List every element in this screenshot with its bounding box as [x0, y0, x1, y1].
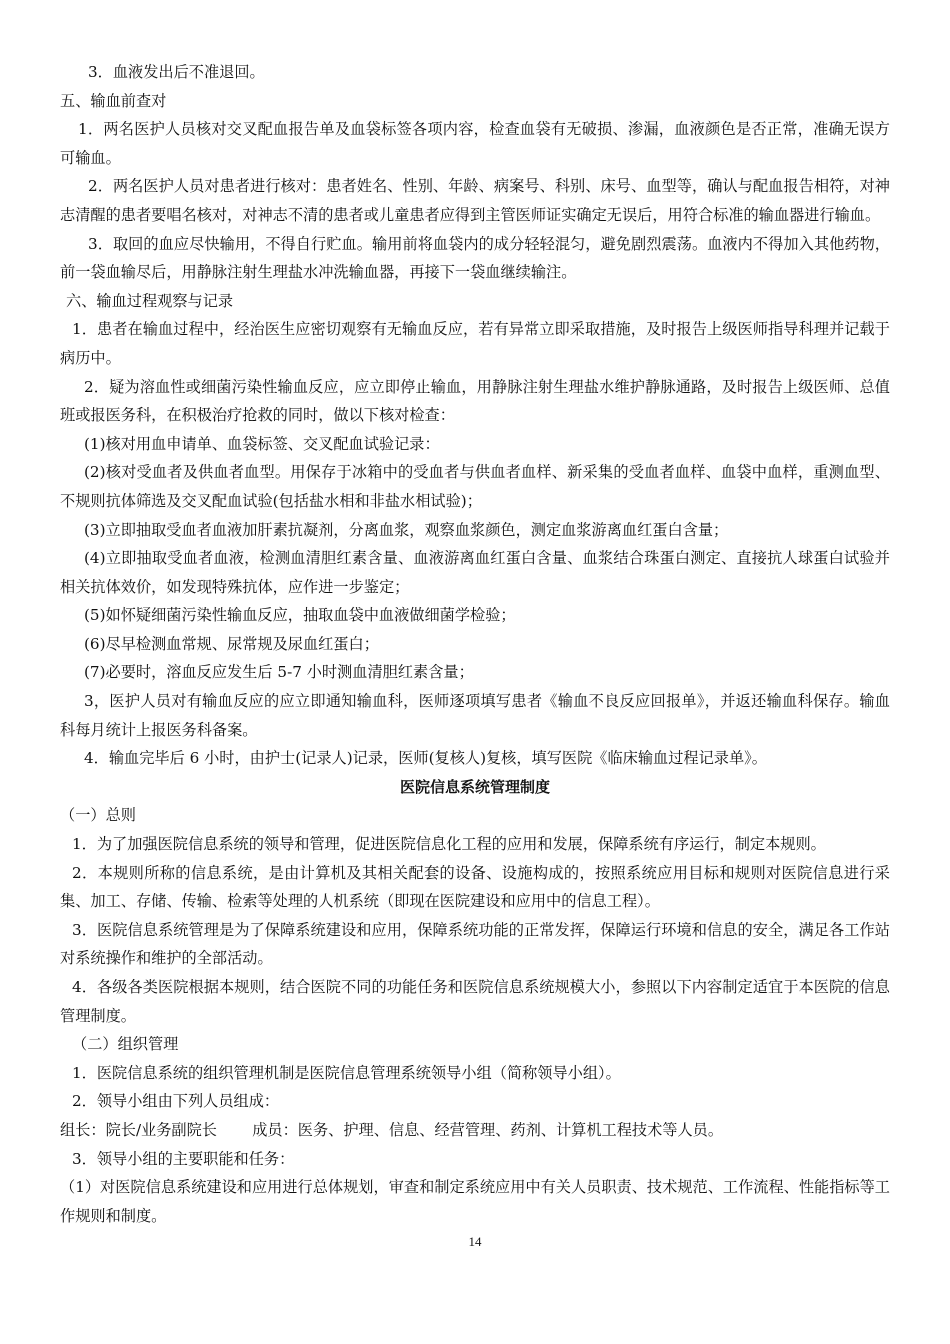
paragraph: 1．医院信息系统的组织管理机制是医院信息管理系统领导小组（简称领导小组）。: [72, 1063, 621, 1082]
section-heading: 五、输血前查对: [60, 91, 167, 110]
section-heading: 六、输血过程观察与记录: [66, 291, 234, 310]
paragraph: 1．两名医护人员核对交叉配血报告单及血袋标签各项内容，检查血袋有无破损、渗漏，血液颜色是否正常，准确无误方可输血。: [60, 120, 890, 167]
paragraph: (4)立即抽取受血者血液，检测血清胆红素含量、血液游离血红蛋白含量、血浆结合珠蛋白测定、直接抗人球蛋白试验并相关抗体效价，如发现特殊抗体，应作进一步鉴定；: [60, 549, 890, 596]
document-body: [60, 58, 890, 1230]
paragraph: 1．患者在输血过程中，经治医生应密切观察有无输血反应，若有异常立即采取措施，及时报告上级医师指导科理并记载于病历中。: [60, 320, 890, 367]
paragraph: 3．取回的血应尽快输用，不得自行贮血。输用前将血袋内的成分轻轻混匀，避免剧烈震荡。血液内不得加入其他药物，前一袋血输尽后，用静脉注射生理盐水冲洗输血器，再接下一袋血继续输注。: [60, 234, 890, 282]
paragraph: 组长：院长/业务副院长 成员：医务、护理、信息、经营管理、药剂、计算机工程技术等人员。: [60, 1120, 724, 1139]
paragraph: 3．医院信息系统管理是为了保障系统建设和应用，保障系统功能的正常发挥，保障运行环境和信息的安全，满足各工作站对系统操作和维护的全部活动。: [60, 920, 890, 968]
paragraph: (2)核对受血者及供血者血型。用保存于冰箱中的受血者与供血者血样、新采集的受血者血样、血袋中血样，重测血型、不规则抗体筛选及交叉配血试验(包括盐水相和非盐水相试验)；: [60, 463, 890, 510]
page-number: 14: [468, 1234, 482, 1249]
paragraph: 2．两名医护人员对患者进行核对：患者姓名、性别、年龄、病案号、科别、床号、血型等，确认与配血报告相符，对神志清醒的患者要唱名核对，对神志不清的患者或儿童患者应得到主管医师证实确定无误后，用符合标准的输血器进行输血。: [60, 177, 890, 224]
paragraph: 2．领导小组由下列人员组成：: [72, 1092, 280, 1111]
paragraph: 2．本规则所称的信息系统，是由计算机及其相关配套的设备、设施构成的，按照系统应用目标和规则对医院信息进行采集、加工、存储、传输、检索等处理的人机系统（即现在医院建设和应用中的信息工程）。: [60, 863, 890, 911]
paragraph: 3，医护人员对有输血反应的应立即通知输血科，医师逐项填写患者《输血不良反应回报单》，并返还输血科保存。输血科每月统计上报医务科备案。: [60, 692, 890, 739]
paragraph: (1)核对用血申请单、血袋标签、交叉配血试验记录：: [84, 434, 440, 453]
paragraph: 3．领导小组的主要职能和任务：: [72, 1149, 295, 1168]
paragraph: 4．输血完毕后 6 小时，由护士(记录人)记录，医师(复核人)复核，填写医院《临床输血过程记录单》。: [84, 749, 767, 768]
paragraph: (6)尽早检测血常规、尿常规及尿血红蛋白；: [84, 634, 379, 653]
paragraph: (3)立即抽取受血者血液加肝素抗凝剂，分离血浆，观察血浆颜色，测定血浆游离血红蛋白含量；: [84, 520, 729, 539]
paragraph: （一）总则: [60, 806, 136, 825]
paragraph: 1．为了加强医院信息系统的领导和管理，促进医院信息化工程的应用和发展，保障系统有序运行，制定本规则。: [72, 835, 826, 854]
paragraph: 4．各级各类医院根据本规则，结合医院不同的功能任务和医院信息系统规模大小，参照以下内容制定适宜于本医院的信息管理制度。: [60, 978, 890, 1025]
paragraph: （1）对医院信息系统建设和应用进行总体规划，审查和制定系统应用中有关人员职责、技术规范、工作流程、性能指标等工作规则和制度。: [60, 1178, 890, 1225]
paragraph: 2．疑为溶血性或细菌污染性输血反应，应立即停止输血，用静脉注射生理盐水维护静脉通路，及时报告上级医师、总值班或报医务科，在积极治疗抢救的同时，做以下核对检查：: [60, 377, 890, 425]
paragraph: (7)必要时，溶血反应发生后 5-7 小时测血清胆红素含量；: [84, 663, 474, 682]
paragraph: (5)如怀疑细菌污染性输血反应，抽取血袋中血液做细菌学检验；: [84, 606, 516, 625]
paragraph: 3．血液发出后不准退回。: [88, 63, 265, 81]
paragraph: （二）组织管理: [72, 1035, 179, 1054]
section-title: 医院信息系统管理制度: [399, 777, 550, 796]
